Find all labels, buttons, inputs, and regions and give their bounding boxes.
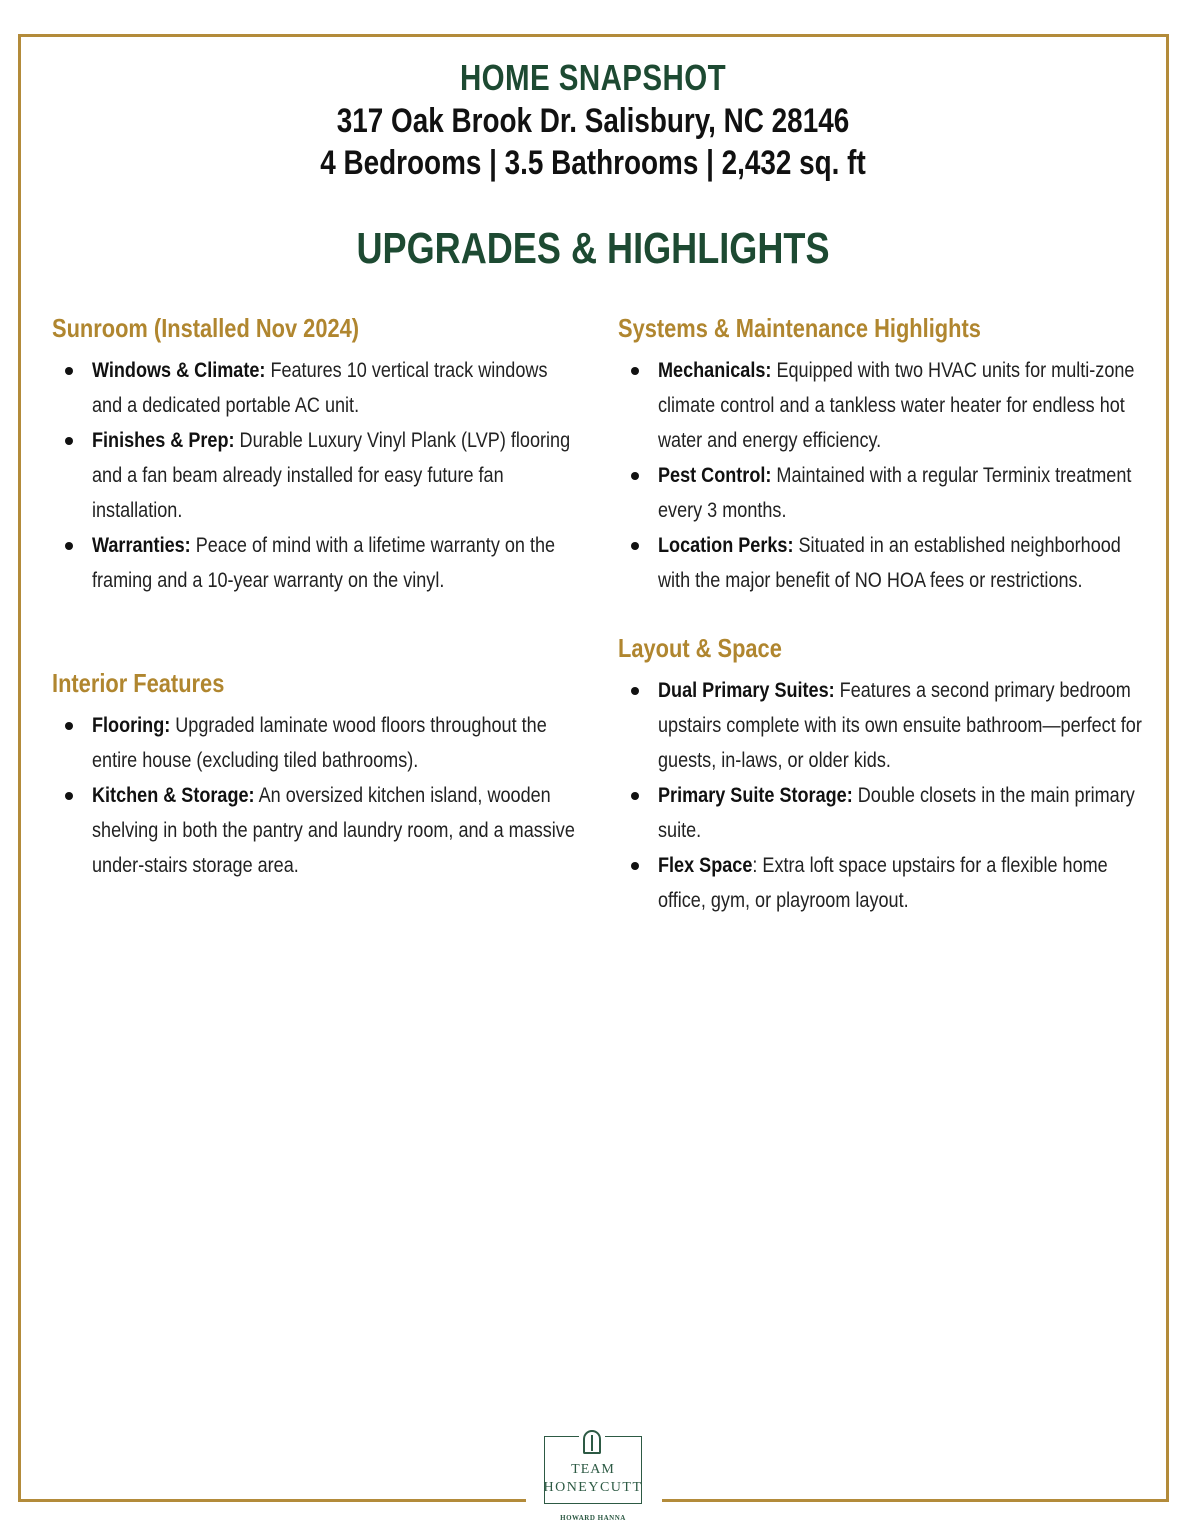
bullet-icon [631, 542, 639, 550]
item-text: : Extra loft space upstairs for a flexible home office, gym, or playroom layout. [658, 854, 1108, 912]
list-item [618, 673, 1148, 778]
bullet-icon [631, 687, 639, 695]
feature-list [618, 353, 1148, 598]
item-label: Dual Primary Suites: [658, 679, 835, 702]
item-label: Kitchen & Storage: [92, 784, 255, 807]
upgrades-heading: UPGRADES & HIGHLIGHTS [356, 224, 830, 273]
snapshot-title: HOME SNAPSHOT [459, 57, 727, 98]
item-label: Pest Control: [658, 464, 772, 487]
item-label: Windows & Climate: [92, 359, 266, 382]
item-label: Location Perks: [658, 534, 794, 557]
bullet-icon [631, 367, 639, 375]
item-text: An oversized kitchen island, wooden shelving in both the pantry and laundry room, and a massive under-stairs storage area. [92, 784, 575, 877]
list-item [618, 528, 1148, 598]
section-title: Sunroom (Installed Nov 2024) [52, 313, 360, 343]
section-sunroom [52, 313, 582, 598]
item-text: Features 10 vertical track windows and a dedicated portable AC unit. [92, 359, 548, 417]
item-text: Upgraded laminate wood floors throughout the entire house (excluding tiled bathrooms). [92, 714, 547, 772]
item-label: Primary Suite Storage: [658, 784, 853, 807]
list-item [52, 708, 582, 778]
list-item [618, 848, 1148, 918]
item-text: Situated in an established neighborhood with the major benefit of NO HOA fees or restrictions. [658, 534, 1121, 592]
feature-list [52, 708, 582, 883]
item-text: Features a second primary bedroom upstairs complete with its own ensuite bathroom—perfect for guests, in-laws, or older kids. [658, 679, 1142, 772]
logo-subtext: HOWARD HANNA [560, 1514, 626, 1522]
team-honeycutt-logo [535, 1424, 651, 1534]
section-systems [618, 313, 1148, 598]
feature-list [52, 353, 582, 598]
section-title: Interior Features [52, 668, 225, 698]
property-address: 317 Oak Brook Dr. Salisbury, NC 28146 [336, 102, 850, 140]
list-item [618, 778, 1148, 848]
bullet-icon [65, 437, 73, 445]
item-text: Peace of mind with a lifetime warranty on the framing and a 10-year warranty on the vinyl. [92, 534, 556, 592]
list-item [52, 423, 582, 528]
item-text: Double closets in the main primary suite. [658, 784, 1135, 842]
bullet-icon [65, 792, 73, 800]
bullet-icon [631, 472, 639, 480]
th-monogram-icon [579, 1428, 605, 1458]
list-item [618, 458, 1148, 528]
item-text: Equipped with two HVAC units for multi-zone climate control and a tankless water heater for endless hot water and energy efficiency. [658, 359, 1135, 452]
section-title: Layout & Space [618, 633, 782, 663]
bullet-icon [631, 862, 639, 870]
item-text: Durable Luxury Vinyl Plank (LVP) flooring and a fan beam already installed for easy future fan installation. [92, 429, 571, 522]
header [0, 56, 1186, 184]
bullet-icon [65, 367, 73, 375]
bullet-icon [65, 722, 73, 730]
item-label: Finishes & Prep: [92, 429, 235, 452]
list-item [52, 528, 582, 598]
list-item [52, 778, 582, 883]
section-interior [52, 668, 582, 883]
section-layout [618, 633, 1148, 918]
list-item [52, 353, 582, 423]
property-specs: 4 Bedrooms | 3.5 Bathrooms | 2,432 sq. ft [320, 144, 866, 182]
section-title: Systems & Maintenance Highlights [618, 313, 981, 343]
list-item [618, 353, 1148, 458]
item-label: Flex Space [658, 854, 753, 877]
item-text: Maintained with a regular Terminix treatment every 3 months. [658, 464, 1132, 522]
logo-line-team: TEAM [571, 1462, 615, 1477]
bullet-icon [631, 792, 639, 800]
item-label: Mechanicals: [658, 359, 772, 382]
bullet-icon [65, 542, 73, 550]
item-label: Warranties: [92, 534, 191, 557]
feature-list [618, 673, 1148, 918]
item-label: Flooring: [92, 714, 171, 737]
logo-line-honeycutt: HONEYCUTT [543, 1480, 643, 1495]
